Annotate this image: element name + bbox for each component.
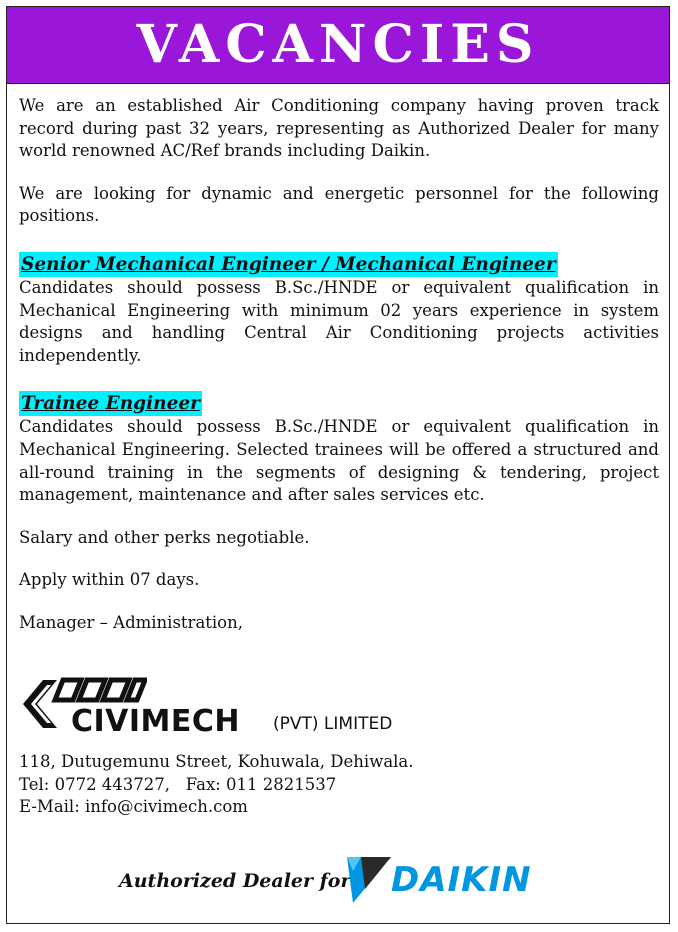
civimech-logo-name: CIVIMECH: [71, 704, 241, 739]
position-heading-row: [19, 391, 659, 416]
civimech-logo: [23, 674, 443, 744]
intro-paragraph: We are an established Air Conditioning company having proven track record during past 32 years, representing as Authorized Dealer for many world renowned AC/Ref brands including Daikin.: [19, 96, 659, 161]
intro-paragraph-positions: We are looking for dynamic and energetic personnel for the following positions.: [19, 183, 659, 226]
signatory-title: Manager – Administration,: [19, 612, 243, 632]
vacancy-advertisement: [6, 6, 670, 924]
daikin-logo-mark-icon: [347, 853, 393, 905]
page-title: VACANCIES: [136, 14, 540, 75]
salary-note: Salary and other perks negotiable.: [19, 527, 310, 547]
civimech-logo-suffix: (PVT) LIMITED: [273, 714, 393, 734]
authorized-dealer-row: [119, 853, 579, 909]
company-address: 118, Dutugemunu Street, Kohuwala, Dehiwala.: [19, 752, 414, 771]
daikin-logo-word: DAIKIN: [391, 860, 532, 900]
position-title-trainee-engineer: Trainee Engineer: [21, 393, 200, 415]
position-description-senior-engineer: Candidates should possess B.Sc./HNDE or equivalent qualification in Mechanical Engineering with minimum 02 years experience in system designs and handling Central Air Conditioning projects activities independently.: [19, 277, 659, 365]
company-email: E-Mail: info@civimech.com: [19, 797, 248, 817]
company-phone: Tel: 0772 443727, Fax: 011 2821537: [19, 774, 337, 794]
authorized-dealer-text: Authorized Dealer for: [119, 870, 351, 892]
position-heading-row: [19, 252, 659, 277]
header-banner: [7, 7, 669, 84]
ad-body: [19, 95, 659, 635]
company-contact: [19, 751, 659, 819]
position-description-trainee-engineer: Candidates should possess B.Sc./HNDE or equivalent qualification in Mechanical Engineering. Selected trainees will be offered a structured and all-round training in the segments of designing & tendering, project management, maintenance and after sales services etc.: [19, 417, 659, 505]
position-title-senior-engineer: Senior Mechanical Engineer / Mechanical Engineer: [21, 253, 556, 275]
apply-deadline: Apply within 07 days.: [19, 570, 200, 590]
